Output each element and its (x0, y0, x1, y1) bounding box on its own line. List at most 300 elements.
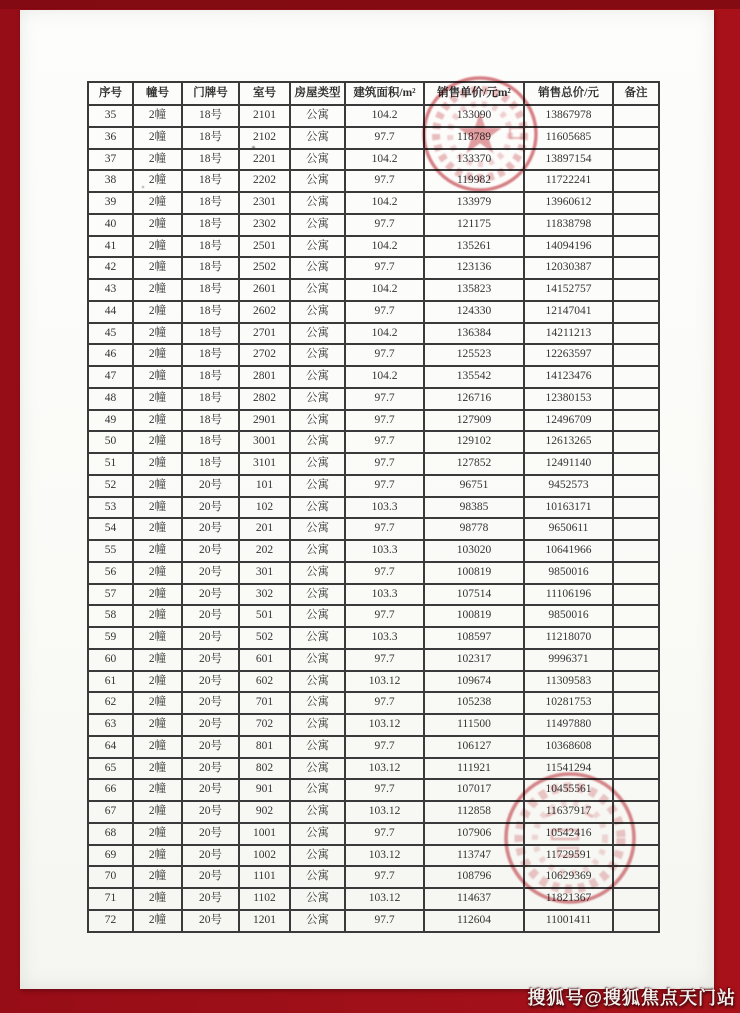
table-cell: 98385 (424, 497, 524, 519)
table-cell: 18号 (182, 388, 239, 410)
table-cell: 12263597 (524, 344, 613, 366)
table-cell: 301 (239, 562, 290, 584)
table-cell: 72 (88, 910, 133, 932)
table-row (88, 170, 659, 192)
table-cell: 97.7 (345, 649, 424, 671)
table-cell: 10368608 (524, 736, 613, 758)
table-cell: 2801 (239, 366, 290, 388)
table-cell: 公寓 (290, 866, 345, 888)
table-cell: 123136 (424, 257, 524, 279)
table-cell: 103.12 (345, 714, 424, 736)
table-cell: 104.2 (345, 192, 424, 214)
table-cell: 2302 (239, 214, 290, 236)
table-cell (613, 366, 659, 388)
table-cell (613, 692, 659, 714)
table-cell: 12496709 (524, 410, 613, 432)
table-cell: 97.7 (345, 431, 424, 453)
table-cell (613, 866, 659, 888)
table-cell: 11729591 (524, 845, 613, 867)
table-cell (613, 779, 659, 801)
table-cell: 10542416 (524, 823, 613, 845)
table-cell: 公寓 (290, 801, 345, 823)
table-cell: 102317 (424, 649, 524, 671)
table-cell (613, 562, 659, 584)
table-cell: 501 (239, 605, 290, 627)
table-cell (613, 540, 659, 562)
table-cell (613, 605, 659, 627)
table-cell: 901 (239, 779, 290, 801)
table-cell (613, 758, 659, 780)
table-cell: 20号 (182, 758, 239, 780)
table-cell: 公寓 (290, 714, 345, 736)
table-cell: 103.3 (345, 497, 424, 519)
table-cell: 2幢 (133, 410, 182, 432)
table-cell (613, 475, 659, 497)
table-cell: 13867978 (524, 105, 613, 127)
table-cell: 702 (239, 714, 290, 736)
table-cell: 公寓 (290, 236, 345, 258)
table-cell (613, 801, 659, 823)
table-cell: 10163171 (524, 497, 613, 519)
table-cell: 公寓 (290, 170, 345, 192)
table-cell: 公寓 (290, 431, 345, 453)
table-cell: 38 (88, 170, 133, 192)
table-cell: 2501 (239, 236, 290, 258)
table-cell: 18号 (182, 105, 239, 127)
table-cell: 20号 (182, 888, 239, 910)
table-cell: 2502 (239, 257, 290, 279)
table-cell: 18号 (182, 453, 239, 475)
table-cell: 97.7 (345, 518, 424, 540)
table-cell (613, 671, 659, 693)
table-cell: 3001 (239, 431, 290, 453)
table-cell: 40 (88, 214, 133, 236)
table-cell: 107906 (424, 823, 524, 845)
table-header-row (88, 82, 659, 105)
table-cell: 11637917 (524, 801, 613, 823)
table-row (88, 671, 659, 693)
table-cell: 公寓 (290, 344, 345, 366)
table-header-cell: 房屋类型 (290, 82, 345, 105)
table-cell: 2幢 (133, 127, 182, 149)
table-cell: 97.7 (345, 475, 424, 497)
table-cell: 126716 (424, 388, 524, 410)
table-cell: 97.7 (345, 736, 424, 758)
table-cell: 10641966 (524, 540, 613, 562)
table-cell: 136384 (424, 323, 524, 345)
table-cell: 101 (239, 475, 290, 497)
table-cell (613, 279, 659, 301)
table-cell: 2幢 (133, 627, 182, 649)
table-cell: 105238 (424, 692, 524, 714)
table-cell: 10281753 (524, 692, 613, 714)
table-cell: 60 (88, 649, 133, 671)
table-cell: 公寓 (290, 366, 345, 388)
table-cell: 109674 (424, 671, 524, 693)
table-row (88, 192, 659, 214)
table-cell: 104.2 (345, 366, 424, 388)
table-cell: 公寓 (290, 888, 345, 910)
table-cell: 公寓 (290, 127, 345, 149)
table-cell: 104.2 (345, 236, 424, 258)
table-cell: 2201 (239, 149, 290, 171)
table-cell: 11218070 (524, 627, 613, 649)
table-cell: 20号 (182, 605, 239, 627)
table-cell: 公寓 (290, 845, 345, 867)
table-cell: 公寓 (290, 692, 345, 714)
table-cell: 97.7 (345, 823, 424, 845)
table-header-cell: 门牌号 (182, 82, 239, 105)
table-cell: 公寓 (290, 453, 345, 475)
table-cell: 63 (88, 714, 133, 736)
table-cell: 2幢 (133, 823, 182, 845)
table-cell: 公寓 (290, 257, 345, 279)
table-cell: 103020 (424, 540, 524, 562)
table-cell: 20号 (182, 584, 239, 606)
table-cell: 56 (88, 562, 133, 584)
table-cell: 18号 (182, 257, 239, 279)
table-row (88, 801, 659, 823)
table-cell: 11309583 (524, 671, 613, 693)
table-row (88, 301, 659, 323)
table-cell: 96751 (424, 475, 524, 497)
table-row (88, 584, 659, 606)
table-row (88, 388, 659, 410)
table-row (88, 714, 659, 736)
table-cell: 18号 (182, 127, 239, 149)
table-cell: 69 (88, 845, 133, 867)
table-cell: 20号 (182, 823, 239, 845)
table-cell: 20号 (182, 845, 239, 867)
table-cell: 2802 (239, 388, 290, 410)
table-row (88, 431, 659, 453)
table-cell: 112858 (424, 801, 524, 823)
table-header-cell: 销售总价/元 (524, 82, 613, 105)
table-cell: 133370 (424, 149, 524, 171)
table-cell: 20号 (182, 692, 239, 714)
table-cell (613, 105, 659, 127)
table-cell: 97.7 (345, 214, 424, 236)
table-cell: 18号 (182, 236, 239, 258)
table-cell: 45 (88, 323, 133, 345)
table-cell: 121175 (424, 214, 524, 236)
table-cell: 46 (88, 344, 133, 366)
table-cell: 12380153 (524, 388, 613, 410)
table-cell: 127909 (424, 410, 524, 432)
table-row (88, 562, 659, 584)
table-cell: 11001411 (524, 910, 613, 932)
table-cell (613, 888, 659, 910)
table-cell: 1101 (239, 866, 290, 888)
table-cell: 103.12 (345, 671, 424, 693)
table-cell: 100819 (424, 605, 524, 627)
table-cell: 135542 (424, 366, 524, 388)
table-cell: 106127 (424, 736, 524, 758)
table-cell (613, 323, 659, 345)
table-cell: 802 (239, 758, 290, 780)
table-cell: 18号 (182, 301, 239, 323)
table-cell: 108597 (424, 627, 524, 649)
table-cell: 公寓 (290, 758, 345, 780)
table-cell: 20号 (182, 779, 239, 801)
table-cell: 11541294 (524, 758, 613, 780)
table-cell: 2幢 (133, 170, 182, 192)
table-cell: 3101 (239, 453, 290, 475)
table-cell: 2幢 (133, 584, 182, 606)
table-cell: 41 (88, 236, 133, 258)
table-row (88, 127, 659, 149)
table-cell: 12030387 (524, 257, 613, 279)
table-row (88, 105, 659, 127)
table-cell: 67 (88, 801, 133, 823)
table-cell: 42 (88, 257, 133, 279)
table-cell (613, 649, 659, 671)
table-cell: 公寓 (290, 605, 345, 627)
table-row (88, 692, 659, 714)
table-header-cell: 建筑面积/m² (345, 82, 424, 105)
table-cell: 2幢 (133, 431, 182, 453)
table-cell: 18号 (182, 410, 239, 432)
table-cell: 18号 (182, 431, 239, 453)
table-cell: 11821367 (524, 888, 613, 910)
table-cell: 2幢 (133, 192, 182, 214)
table-cell: 103.12 (345, 888, 424, 910)
table-cell: 52 (88, 475, 133, 497)
table-row (88, 758, 659, 780)
table-row (88, 910, 659, 932)
table-row (88, 779, 659, 801)
table-cell: 202 (239, 540, 290, 562)
table-cell: 55 (88, 540, 133, 562)
table-row (88, 344, 659, 366)
table-cell: 9452573 (524, 475, 613, 497)
table-row (88, 845, 659, 867)
table-cell: 公寓 (290, 410, 345, 432)
table-cell: 9850016 (524, 562, 613, 584)
table-cell (613, 714, 659, 736)
table-cell: 公寓 (290, 279, 345, 301)
table-row (88, 257, 659, 279)
table-cell: 2幢 (133, 518, 182, 540)
table-cell: 70 (88, 866, 133, 888)
table-cell: 97.7 (345, 170, 424, 192)
table-cell: 公寓 (290, 214, 345, 236)
table-cell: 14211213 (524, 323, 613, 345)
table-row (88, 497, 659, 519)
table-cell (613, 627, 659, 649)
table-cell: 104.2 (345, 149, 424, 171)
table-cell: 59 (88, 627, 133, 649)
table-cell: 108796 (424, 866, 524, 888)
table-cell: 97.7 (345, 388, 424, 410)
table-cell: 10455561 (524, 779, 613, 801)
table-cell: 公寓 (290, 518, 345, 540)
table-cell: 18号 (182, 323, 239, 345)
table-cell: 2幢 (133, 736, 182, 758)
table-cell: 104.2 (345, 279, 424, 301)
table-cell: 公寓 (290, 475, 345, 497)
table-cell: 公寓 (290, 540, 345, 562)
table-cell: 62 (88, 692, 133, 714)
table-row (88, 279, 659, 301)
table-cell: 18号 (182, 149, 239, 171)
table-cell: 2701 (239, 323, 290, 345)
table-cell: 103.12 (345, 801, 424, 823)
table-cell: 2幢 (133, 257, 182, 279)
table-cell: 66 (88, 779, 133, 801)
table-cell: 135823 (424, 279, 524, 301)
table-cell (613, 910, 659, 932)
table-cell: 1001 (239, 823, 290, 845)
table-cell: 68 (88, 823, 133, 845)
table-cell (613, 497, 659, 519)
table-cell (613, 453, 659, 475)
table-cell: 97.7 (345, 301, 424, 323)
table-cell (613, 149, 659, 171)
table-header-cell: 备注 (613, 82, 659, 105)
table-cell: 2幢 (133, 453, 182, 475)
table-cell: 601 (239, 649, 290, 671)
table-row (88, 366, 659, 388)
table-cell: 13897154 (524, 149, 613, 171)
table-cell: 2102 (239, 127, 290, 149)
table-row (88, 736, 659, 758)
table-cell: 112604 (424, 910, 524, 932)
table-cell: 9650611 (524, 518, 613, 540)
table-cell: 51 (88, 453, 133, 475)
table-row (88, 823, 659, 845)
table-cell: 20号 (182, 801, 239, 823)
table-cell: 11106196 (524, 584, 613, 606)
table-cell: 10629369 (524, 866, 613, 888)
frame-top-edge (0, 0, 740, 9)
table-cell: 2702 (239, 344, 290, 366)
table-cell (613, 344, 659, 366)
table-cell: 97.7 (345, 910, 424, 932)
table-cell: 97.7 (345, 127, 424, 149)
table-cell: 2101 (239, 105, 290, 127)
table-cell: 133090 (424, 105, 524, 127)
table-cell: 97.7 (345, 605, 424, 627)
table-cell: 公寓 (290, 823, 345, 845)
table-row (88, 649, 659, 671)
table-cell: 47 (88, 366, 133, 388)
table-cell: 2幢 (133, 562, 182, 584)
table-header-cell: 幢号 (133, 82, 182, 105)
table-cell: 502 (239, 627, 290, 649)
table-cell: 97.7 (345, 692, 424, 714)
table-cell: 125523 (424, 344, 524, 366)
table-cell: 133979 (424, 192, 524, 214)
table-cell (613, 236, 659, 258)
table-cell: 公寓 (290, 649, 345, 671)
table-cell: 97.7 (345, 257, 424, 279)
table-row (88, 214, 659, 236)
table-cell: 135261 (424, 236, 524, 258)
table-header-cell: 室号 (239, 82, 290, 105)
price-table (87, 81, 660, 933)
table-cell: 2幢 (133, 279, 182, 301)
table-cell: 2幢 (133, 540, 182, 562)
table-cell: 20号 (182, 518, 239, 540)
table-cell: 58 (88, 605, 133, 627)
table-cell: 107017 (424, 779, 524, 801)
table-row (88, 627, 659, 649)
table-cell: 98778 (424, 518, 524, 540)
table-cell: 50 (88, 431, 133, 453)
table-cell: 2幢 (133, 671, 182, 693)
table-row (88, 866, 659, 888)
table-cell: 12491140 (524, 453, 613, 475)
table-cell (613, 192, 659, 214)
table-cell: 20号 (182, 540, 239, 562)
table-cell (613, 127, 659, 149)
table-row (88, 888, 659, 910)
table-cell: 公寓 (290, 627, 345, 649)
table-cell: 2幢 (133, 388, 182, 410)
table-cell: 57 (88, 584, 133, 606)
table-cell: 1102 (239, 888, 290, 910)
table-cell: 302 (239, 584, 290, 606)
table-cell: 65 (88, 758, 133, 780)
table-cell: 97.7 (345, 562, 424, 584)
table-cell: 公寓 (290, 671, 345, 693)
table-cell: 2901 (239, 410, 290, 432)
table-cell: 104.2 (345, 323, 424, 345)
table-cell: 129102 (424, 431, 524, 453)
table-cell: 701 (239, 692, 290, 714)
table-cell: 公寓 (290, 149, 345, 171)
table-cell: 100819 (424, 562, 524, 584)
table-cell: 2幢 (133, 801, 182, 823)
table-cell: 103.12 (345, 758, 424, 780)
table-cell: 2幢 (133, 214, 182, 236)
table-cell: 2幢 (133, 605, 182, 627)
table-cell: 602 (239, 671, 290, 693)
table-cell (613, 388, 659, 410)
table-cell: 2幢 (133, 649, 182, 671)
table-cell: 64 (88, 736, 133, 758)
table-cell: 801 (239, 736, 290, 758)
table-cell: 97.7 (345, 344, 424, 366)
table-row (88, 475, 659, 497)
table-cell (613, 257, 659, 279)
table-cell: 97.7 (345, 453, 424, 475)
table-cell (613, 823, 659, 845)
table-cell: 111500 (424, 714, 524, 736)
table-cell: 2幢 (133, 323, 182, 345)
table-cell: 18号 (182, 366, 239, 388)
table-cell: 20号 (182, 497, 239, 519)
table-cell: 119982 (424, 170, 524, 192)
table-cell: 2幢 (133, 497, 182, 519)
table-cell: 13960612 (524, 192, 613, 214)
table-cell: 71 (88, 888, 133, 910)
table-cell: 20号 (182, 736, 239, 758)
table-cell: 9996371 (524, 649, 613, 671)
table-cell: 103.3 (345, 627, 424, 649)
table-cell: 公寓 (290, 779, 345, 801)
table-cell: 2幢 (133, 236, 182, 258)
table-cell: 公寓 (290, 323, 345, 345)
table-cell: 18号 (182, 344, 239, 366)
table-cell: 114637 (424, 888, 524, 910)
table-cell: 公寓 (290, 910, 345, 932)
table-cell: 97.7 (345, 866, 424, 888)
table-cell: 公寓 (290, 192, 345, 214)
table-cell: 1002 (239, 845, 290, 867)
table-cell (613, 845, 659, 867)
